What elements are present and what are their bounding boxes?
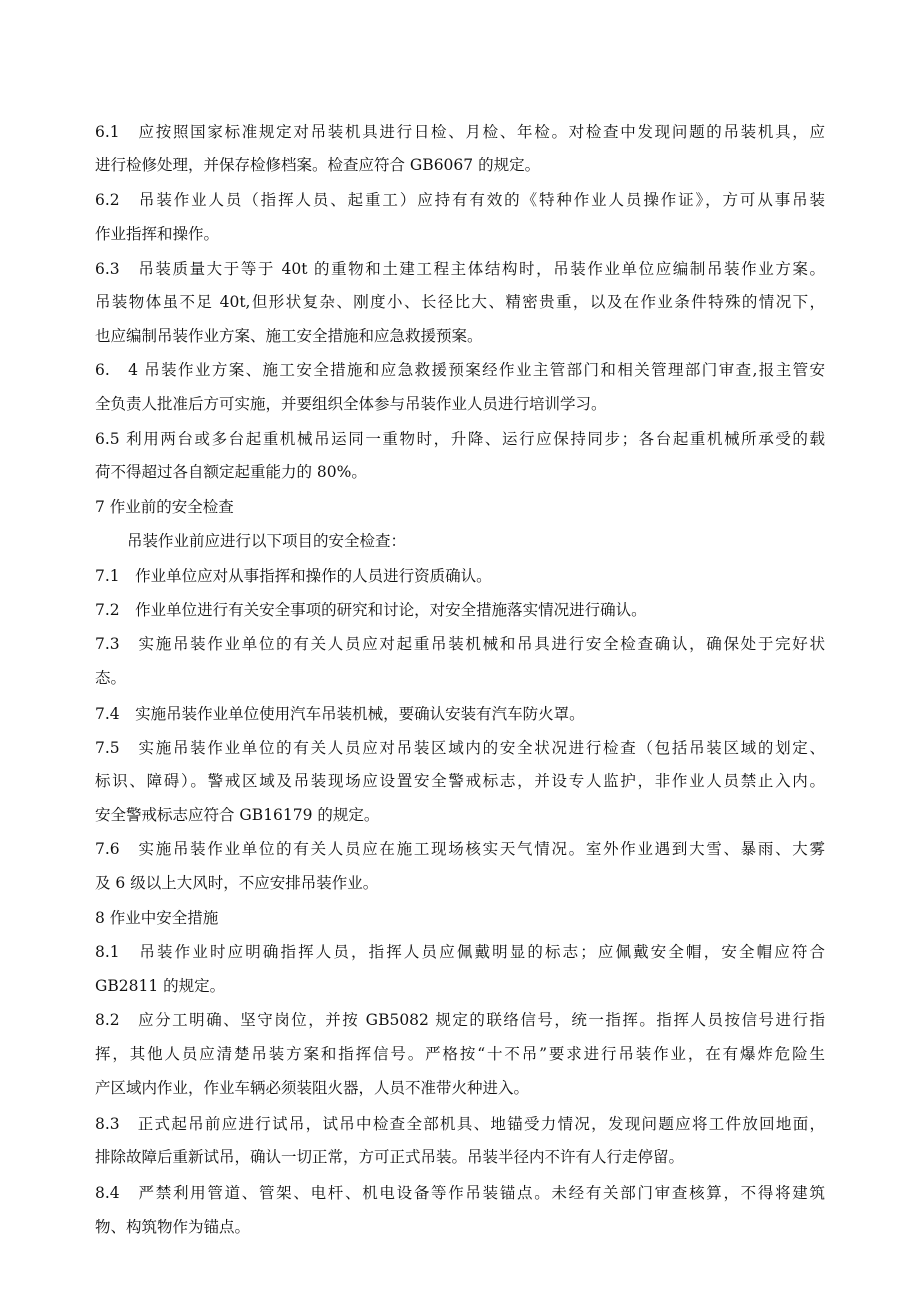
text-line: 7.1 作业单位应对从事指挥和操作的人员进行资质确认。: [95, 567, 492, 585]
text-line: 7.5 实施吊装作业单位的有关人员应对吊装区域内的安全状况进行检查（包括吊装区域的划定、: [95, 739, 825, 757]
text-line: 也应编制吊装作业方案、施工安全措施和应急救援预案。: [95, 327, 483, 345]
section-heading: 8 作业中安全措施: [95, 909, 219, 927]
text-line: 6.2 吊装作业人员（指挥人员、起重工）应持有有效的《特种作业人员操作证》，方可从事吊装: [95, 191, 825, 209]
text-line: 7.4 实施吊装作业单位使用汽车吊装机械，要确认安装有汽车防火罩。: [95, 705, 585, 723]
text-line: 6.5 利用两台或多台起重机械吊运同一重物时，升降、运行应保持同步；各台起重机械所承受的载: [95, 430, 825, 448]
text-line: 6. 4 吊装作业方案、施工安全措施和应急救援预案经作业主管部门和相关管理部门审查,报主管安: [95, 361, 825, 379]
text-line: 7.6 实施吊装作业单位的有关人员应在施工现场核实天气情况。室外作业遇到大雪、暴雨、大雾: [95, 840, 825, 858]
text-line: 态。: [95, 669, 127, 687]
text-line: 产区域内作业，作业车辆必须装阻火器，人员不准带火种进入。: [95, 1079, 530, 1097]
text-line: 及 6 级以上大风时，不应安排吊装作业。: [95, 874, 379, 892]
text-line: 8.1 吊装作业时应明确指挥人员，指挥人员应佩戴明显的标志；应佩戴安全帽，安全帽应符合: [95, 943, 825, 961]
text-line: 8.3 正式起吊前应进行试吊，试吊中检查全部机具、地锚受力情况，发现问题应将工件放回地面，: [95, 1115, 825, 1133]
text-line: 7.2 作业单位进行有关安全事项的研究和讨论，对安全措施落实情况进行确认。: [95, 601, 647, 619]
text-line: 6.3 吊装质量大于等于 40t 的重物和土建工程主体结构时，吊装作业单位应编制吊装作业方案。: [95, 260, 825, 278]
text-line: 标识、障碍）。警戒区域及吊装现场应设置安全警戒标志，并设专人监护，非作业人员禁止入内。: [95, 772, 825, 790]
text-line: 7.3 实施吊装作业单位的有关人员应对起重吊装机械和吊具进行安全检查确认，确保处于完好状: [95, 635, 825, 653]
text-line: 物、构筑物作为锚点。: [95, 1218, 251, 1236]
text-line: 排除故障后重新试吊，确认一切正常，方可正式吊装。吊装半径内不许有人行走停留。: [95, 1148, 685, 1166]
text-line: 6.1 应按照国家标准规定对吊装机具进行日检、月检、年检。对检查中发现问题的吊装机具，应: [95, 123, 825, 141]
text-line: 作业指挥和操作。: [95, 225, 220, 243]
text-line: 8.4 严禁利用管道、管架、电杆、机电设备等作吊装锚点。未经有关部门审查核算，不得将建筑: [95, 1184, 825, 1202]
text-line: 吊装作业前应进行以下项目的安全检查：: [127, 532, 407, 550]
text-line: GB2811 的规定。: [95, 977, 226, 995]
text-line: 安全警戒标志应符合 GB16179 的规定。: [95, 806, 380, 824]
text-line: 挥，其他人员应清楚吊装方案和指挥信号。严格按“十不吊”要求进行吊装作业，在有爆炸危险生: [95, 1045, 825, 1063]
text-line: 8.2 应分工明确、坚守岗位，并按 GB5082 规定的联络信号，统一指挥。指挥人员按信号进行指: [95, 1011, 825, 1029]
text-line: 吊装物体虽不足 40t,但形状复杂、刚度小、长径比大、精密贵重，以及在作业条件特殊的情况下，: [95, 293, 825, 311]
text-line: 进行检修处理，并保存检修档案。检查应符合 GB6067 的规定。: [95, 156, 541, 174]
section-heading: 7 作业前的安全检查: [95, 498, 234, 516]
text-line: 荷不得超过各自额定起重能力的 80%。: [95, 463, 367, 481]
text-line: 全负责人批准后方可实施，并要组织全体参与吊装作业人员进行培训学习。: [95, 395, 607, 413]
